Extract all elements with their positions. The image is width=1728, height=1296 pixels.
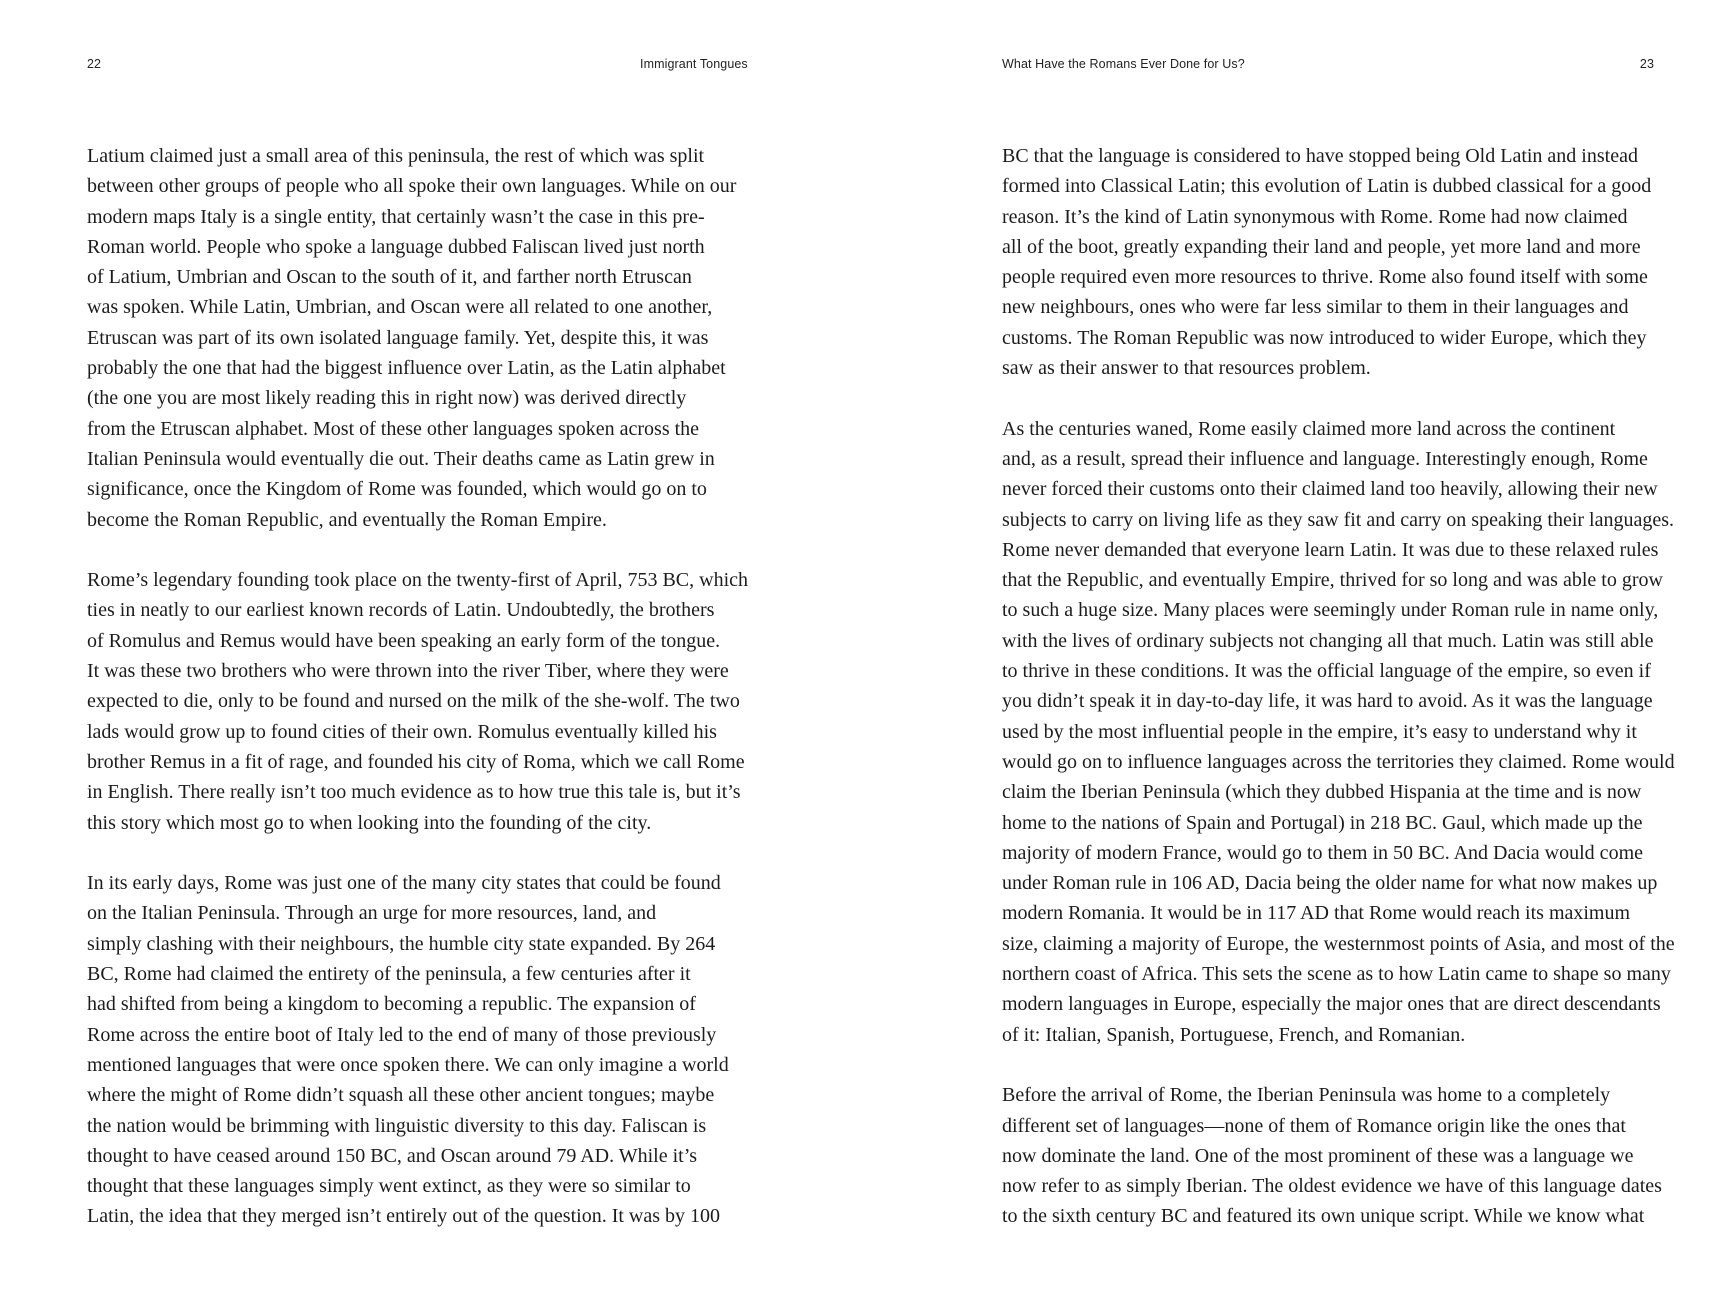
text-line: ties in neatly to our earliest known records of Latin. Undoubtedly, the brothers	[87, 599, 715, 622]
text-line: with the lives of ordinary subjects not changing all that much. Latin was still able	[1002, 629, 1654, 652]
text-line: mentioned languages that were once spoken there. We can only imagine a world	[87, 1053, 729, 1076]
right-page	[864, 0, 1728, 1296]
text-line: was spoken. While Latin, Umbrian, and Oscan were all related to one another,	[87, 296, 713, 319]
text-line: different set of languages—none of them of Romance origin like the ones that	[1002, 1114, 1626, 1137]
text-line: expected to die, only to be found and nursed on the milk of the she-wolf. The two	[87, 690, 740, 713]
text-line: to thrive in these conditions. It was the official language of the empire, so even if	[1002, 660, 1651, 683]
text-line: modern Romania. It would be in 117 AD that Rome would reach its maximum	[1002, 902, 1631, 925]
text-line: people required even more resources to thrive. Rome also found itself with some	[1002, 266, 1648, 289]
text-line: saw as their answer to that resources problem.	[1002, 357, 1371, 380]
body-paragraph	[1002, 1080, 1702, 1231]
text-line: Latium claimed just a small area of this peninsula, the rest of which was split	[87, 145, 705, 167]
running-title-right: What Have the Romans Ever Done for Us?	[1002, 57, 1245, 71]
running-title-left: Immigrant Tongues	[640, 57, 748, 71]
text-line: in English. There really isn’t too much evidence as to how true this tale is, but it’s	[87, 781, 741, 804]
text-line: size, claiming a majority of Europe, the westernmost points of Asia, and most of the	[1002, 932, 1675, 955]
text-line: to the sixth century BC and featured its own unique script. While we know what	[1002, 1205, 1645, 1228]
text-line: It was these two brothers who were thrown into the river Tiber, where they were	[87, 660, 729, 683]
text-line: BC that the language is considered to have stopped being Old Latin and instead	[1002, 145, 1638, 167]
text-line: this story which most go to when looking into the founding of the city.	[87, 811, 652, 834]
text-line: the nation would be brimming with linguistic diversity to this day. Faliscan is	[87, 1114, 707, 1137]
right-page-body	[1002, 141, 1702, 1262]
text-line: northern coast of Africa. This sets the scene as to how Latin came to shape so many	[1002, 963, 1671, 986]
text-line: had shifted from being a kingdom to becoming a republic. The expansion of	[87, 993, 696, 1016]
text-line: lads would grow up to found cities of their own. Romulus eventually killed his	[87, 720, 717, 743]
text-line: significance, once the Kingdom of Rome was founded, which would go on to	[87, 478, 707, 501]
body-paragraph	[1002, 141, 1702, 383]
text-line: now dominate the land. One of the most prominent of these was a language we	[1002, 1144, 1634, 1167]
text-line: As the centuries waned, Rome easily claimed more land across the continent	[1002, 417, 1616, 440]
text-line: claim the Iberian Peninsula (which they dubbed Hispania at the time and is now	[1002, 781, 1642, 804]
text-line: Latin, the idea that they merged isn’t entirely out of the question. It was by 100	[87, 1205, 721, 1228]
text-line: thought to have ceased around 150 BC, and Oscan around 79 AD. While it’s	[87, 1144, 698, 1167]
text-line: modern maps Italy is a single entity, that certainly wasn’t the case in this pre-	[87, 205, 705, 228]
text-line: brother Remus in a fit of rage, and founded his city of Roma, which we call Rome	[87, 750, 745, 773]
text-line: under Roman rule in 106 AD, Dacia being the older name for what now makes up	[1002, 872, 1658, 895]
text-line: become the Roman Republic, and eventually the Roman Empire.	[87, 508, 607, 531]
text-line: all of the boot, greatly expanding their land and people, yet more land and more	[1002, 235, 1641, 258]
body-paragraph	[1002, 414, 1702, 1050]
text-line: Rome across the entire boot of Italy led to the end of many of those previously	[87, 1023, 717, 1046]
text-line: of it: Italian, Spanish, Portuguese, French, and Romanian.	[1002, 1023, 1466, 1046]
text-line: modern languages in Europe, especially the major ones that are direct descendants	[1002, 993, 1661, 1016]
text-line: Etruscan was part of its own isolated language family. Yet, despite this, it was	[87, 326, 709, 349]
text-line: simply clashing with their neighbours, the humble city state expanded. By 264	[87, 932, 716, 955]
text-line: Rome never demanded that everyone learn Latin. It was due to these relaxed rules	[1002, 538, 1659, 561]
text-line: never forced their customs onto their claimed land too heavily, allowing their new	[1002, 478, 1658, 501]
text-line: home to the nations of Spain and Portugal) in 218 BC. Gaul, which made up the	[1002, 811, 1643, 834]
text-line: majority of modern France, would go to them in 50 BC. And Dacia would come	[1002, 841, 1643, 864]
text-line: used by the most influential people in the empire, it’s easy to understand why it	[1002, 720, 1637, 743]
text-line: you didn’t speak it in day-to-day life, it was hard to avoid. As it was the language	[1002, 690, 1653, 713]
text-line: Before the arrival of Rome, the Iberian Peninsula was home to a completely	[1002, 1084, 1611, 1107]
text-line: new neighbours, ones who were far less similar to them in their languages and	[1002, 296, 1629, 319]
body-paragraph	[87, 868, 767, 1232]
text-line: now refer to as simply Iberian. The oldest evidence we have of this language dates	[1002, 1175, 1662, 1198]
page-number-right: 23	[1639, 57, 1654, 71]
text-line: BC, Rome had claimed the entirety of the peninsula, a few centuries after it	[87, 963, 691, 986]
text-line: between other groups of people who all spoke their own languages. While on our	[87, 175, 737, 198]
text-line: customs. The Roman Republic was now introduced to wider Europe, which they	[1002, 326, 1647, 349]
body-paragraph	[87, 141, 767, 535]
text-line: (the one you are most likely reading this in right now) was derived directly	[87, 387, 687, 410]
text-line: on the Italian Peninsula. Through an urge for more resources, land, and	[87, 902, 657, 925]
text-line: thought that these languages simply went extinct, as they were so similar to	[87, 1175, 691, 1198]
text-line: that the Republic, and eventually Empire, thrived for so long and was able to grow	[1002, 569, 1663, 592]
text-line: In its early days, Rome was just one of the many city states that could be found	[87, 872, 721, 895]
text-line: of Latium, Umbrian and Oscan to the south of it, and farther north Etruscan	[87, 266, 692, 289]
text-line: Italian Peninsula would eventually die out. Their deaths came as Latin grew in	[87, 447, 715, 470]
body-paragraph	[87, 565, 767, 838]
text-line: to such a huge size. Many places were seemingly under Roman rule in name only,	[1002, 599, 1659, 622]
text-line: subjects to carry on living life as they saw fit and carry on speaking their languages.	[1002, 508, 1675, 531]
text-line: would go on to influence languages across the territories they claimed. Rome would	[1002, 750, 1675, 773]
text-line: probably the one that had the biggest influence over Latin, as the Latin alphabet	[87, 357, 726, 380]
left-page-body	[87, 141, 767, 1262]
page-number-left: 22	[87, 57, 102, 71]
text-line: of Romulus and Remus would have been speaking an early form of the tongue.	[87, 629, 721, 652]
text-line: reason. It’s the kind of Latin synonymous with Rome. Rome had now claimed	[1002, 205, 1628, 228]
text-line: Rome’s legendary founding took place on the twenty-first of April, 753 BC, which	[87, 569, 748, 592]
text-line: and, as a result, spread their influence and language. Interestingly enough, Rome	[1002, 447, 1648, 470]
text-line: formed into Classical Latin; this evolution of Latin is dubbed classical for a good	[1002, 175, 1652, 198]
text-line: from the Etruscan alphabet. Most of these other languages spoken across the	[87, 417, 700, 440]
text-line: where the might of Rome didn’t squash all these other ancient tongues; maybe	[87, 1084, 715, 1107]
text-line: Roman world. People who spoke a language dubbed Faliscan lived just north	[87, 235, 705, 258]
